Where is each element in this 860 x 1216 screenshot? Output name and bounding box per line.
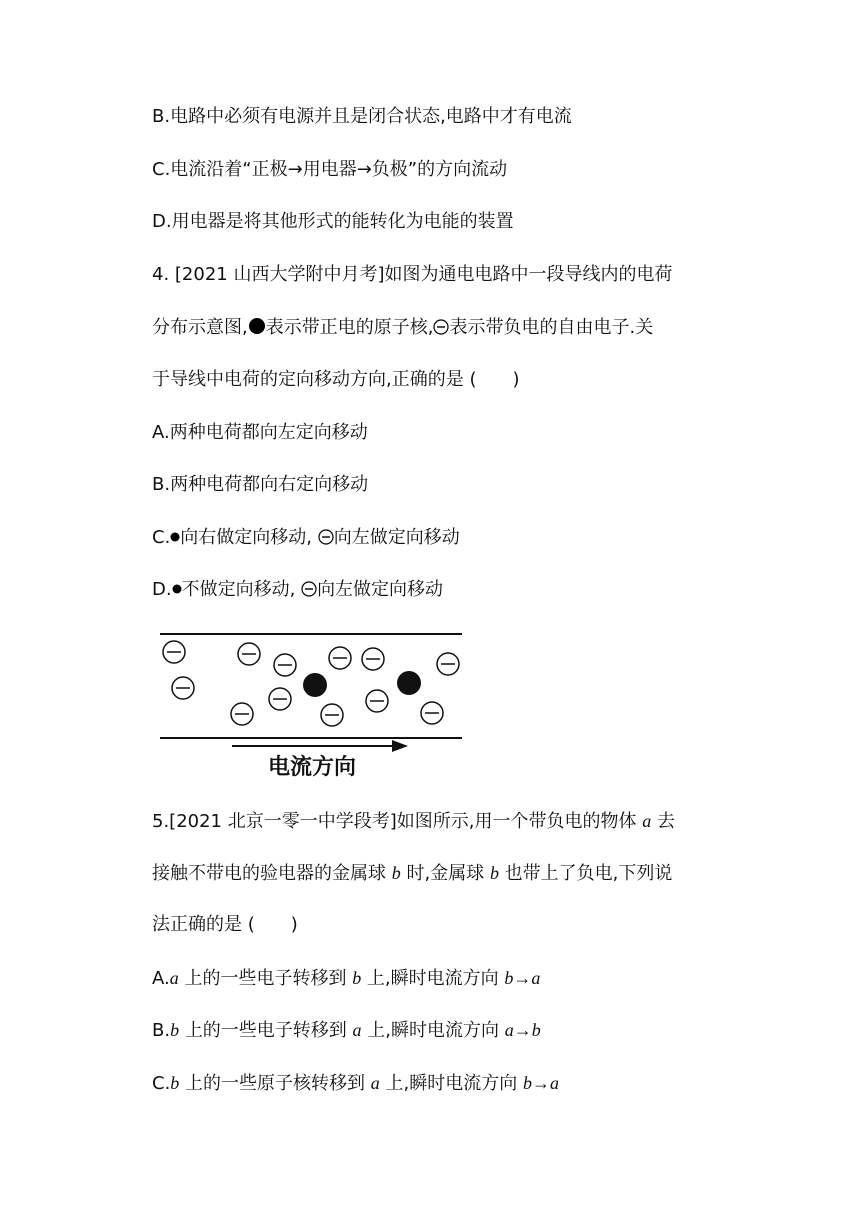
q5-option-c (152, 1070, 559, 1097)
q4-option-c (152, 525, 460, 551)
electron-icon (274, 654, 296, 676)
q4-stem-text: 分布示意图, (152, 317, 248, 338)
electron-icon (437, 653, 459, 675)
current-arrow-icon (232, 740, 408, 752)
q5-option-b (152, 1017, 541, 1044)
option-text: 上的一些电子转移到 (184, 968, 347, 989)
q4-option-a: A.两种电荷都向左定向移动 (152, 422, 368, 443)
q5-stem-line3: 法正确的是 ( ) (152, 914, 298, 935)
option-text: 上的一些电子转移到 (184, 1020, 347, 1041)
option-text: 向左做定向移动 (333, 527, 460, 548)
variable-b: b (489, 863, 499, 883)
electron-icon (433, 319, 449, 335)
option-letter: A. (152, 968, 170, 989)
q4-stem-line3: 于导线中电荷的定向移动方向,正确的是 ( ) (152, 369, 520, 390)
q3-option-c: C.电流沿着“正极→用电器→负极”的方向流动 (152, 159, 508, 180)
variable-a: a (169, 968, 179, 988)
variable-a: a (370, 1073, 380, 1093)
current-direction: b→a (504, 968, 541, 988)
q4-stem-line1: 4. [2021 山西大学附中月考]如图为通电电路中一段导线内的电荷 (152, 264, 673, 285)
positive-nucleus-icon (172, 584, 182, 594)
option-text: 不做定向移动, (181, 579, 296, 600)
current-direction: b→a (522, 1073, 559, 1093)
q5-stem-text: 5.[2021 北京一零一中学段考]如图所示,用一个带负电的物体 (152, 811, 637, 832)
option-letter: C. (152, 527, 171, 548)
electron-icon (238, 643, 260, 665)
electron-icon (172, 677, 194, 699)
q4-option-b: B.两种电荷都向右定向移动 (152, 474, 369, 495)
option-letter: D. (152, 579, 172, 600)
positive-nucleus-icon (303, 673, 327, 697)
option-text: 上,瞬时电流方向 (367, 1020, 500, 1041)
q4-stem-text: 表示带负电的自由电子.关 (449, 317, 654, 338)
option-text: 向右做定向移动, (180, 527, 313, 548)
q5-stem-text: 接触不带电的验电器的金属球 (152, 863, 386, 884)
q3-option-d: D.用电器是将其他形式的能转化为电能的装置 (152, 211, 514, 232)
electron-icon (329, 647, 351, 669)
electron-icon (362, 648, 384, 670)
positive-nucleus-icon (397, 671, 421, 695)
q4-stem-line2 (152, 315, 653, 341)
electron-icon (421, 702, 443, 724)
q5-stem-text: 去 (656, 811, 675, 832)
q3-option-b: B.电路中必须有电源并且是闭合状态,电路中才有电流 (152, 106, 572, 127)
electron-icon (269, 688, 291, 710)
option-letter: B. (152, 1020, 171, 1041)
q5-stem-text: 也带上了负电,下列说 (504, 863, 673, 884)
q5-stem-line1 (152, 808, 675, 835)
q4-stem-text: 表示带正电的原子核, (265, 317, 434, 338)
option-text: 上的一些原子核转移到 (185, 1073, 366, 1094)
figure-caption: 电流方向 (268, 755, 357, 780)
option-letter: C. (152, 1073, 171, 1094)
electron-icon (321, 704, 343, 726)
q5-stem-line2 (152, 860, 672, 887)
electron-icon (318, 529, 334, 545)
electron-icon (163, 641, 185, 663)
electron-icon (366, 690, 388, 712)
variable-a: a (352, 1020, 362, 1040)
positive-nucleus-icon (170, 532, 180, 542)
positive-nucleus-icon (248, 317, 266, 335)
option-text: 上,瞬时电流方向 (385, 1073, 518, 1094)
option-text: 向左做定向移动 (317, 579, 444, 600)
wire-charge-figure (152, 628, 472, 788)
variable-a: a (642, 811, 652, 831)
q5-option-a (152, 965, 540, 992)
electron-icon (301, 581, 317, 597)
option-text: 上,瞬时电流方向 (366, 968, 499, 989)
variable-b: b (352, 968, 362, 988)
current-direction: a→b (504, 1020, 541, 1040)
electron-icon (231, 703, 253, 725)
variable-b: b (391, 863, 401, 883)
q5-stem-text: 时,金属球 (406, 863, 485, 884)
variable-b: b (170, 1020, 180, 1040)
variable-b: b (170, 1073, 180, 1093)
q4-option-d (152, 577, 443, 603)
